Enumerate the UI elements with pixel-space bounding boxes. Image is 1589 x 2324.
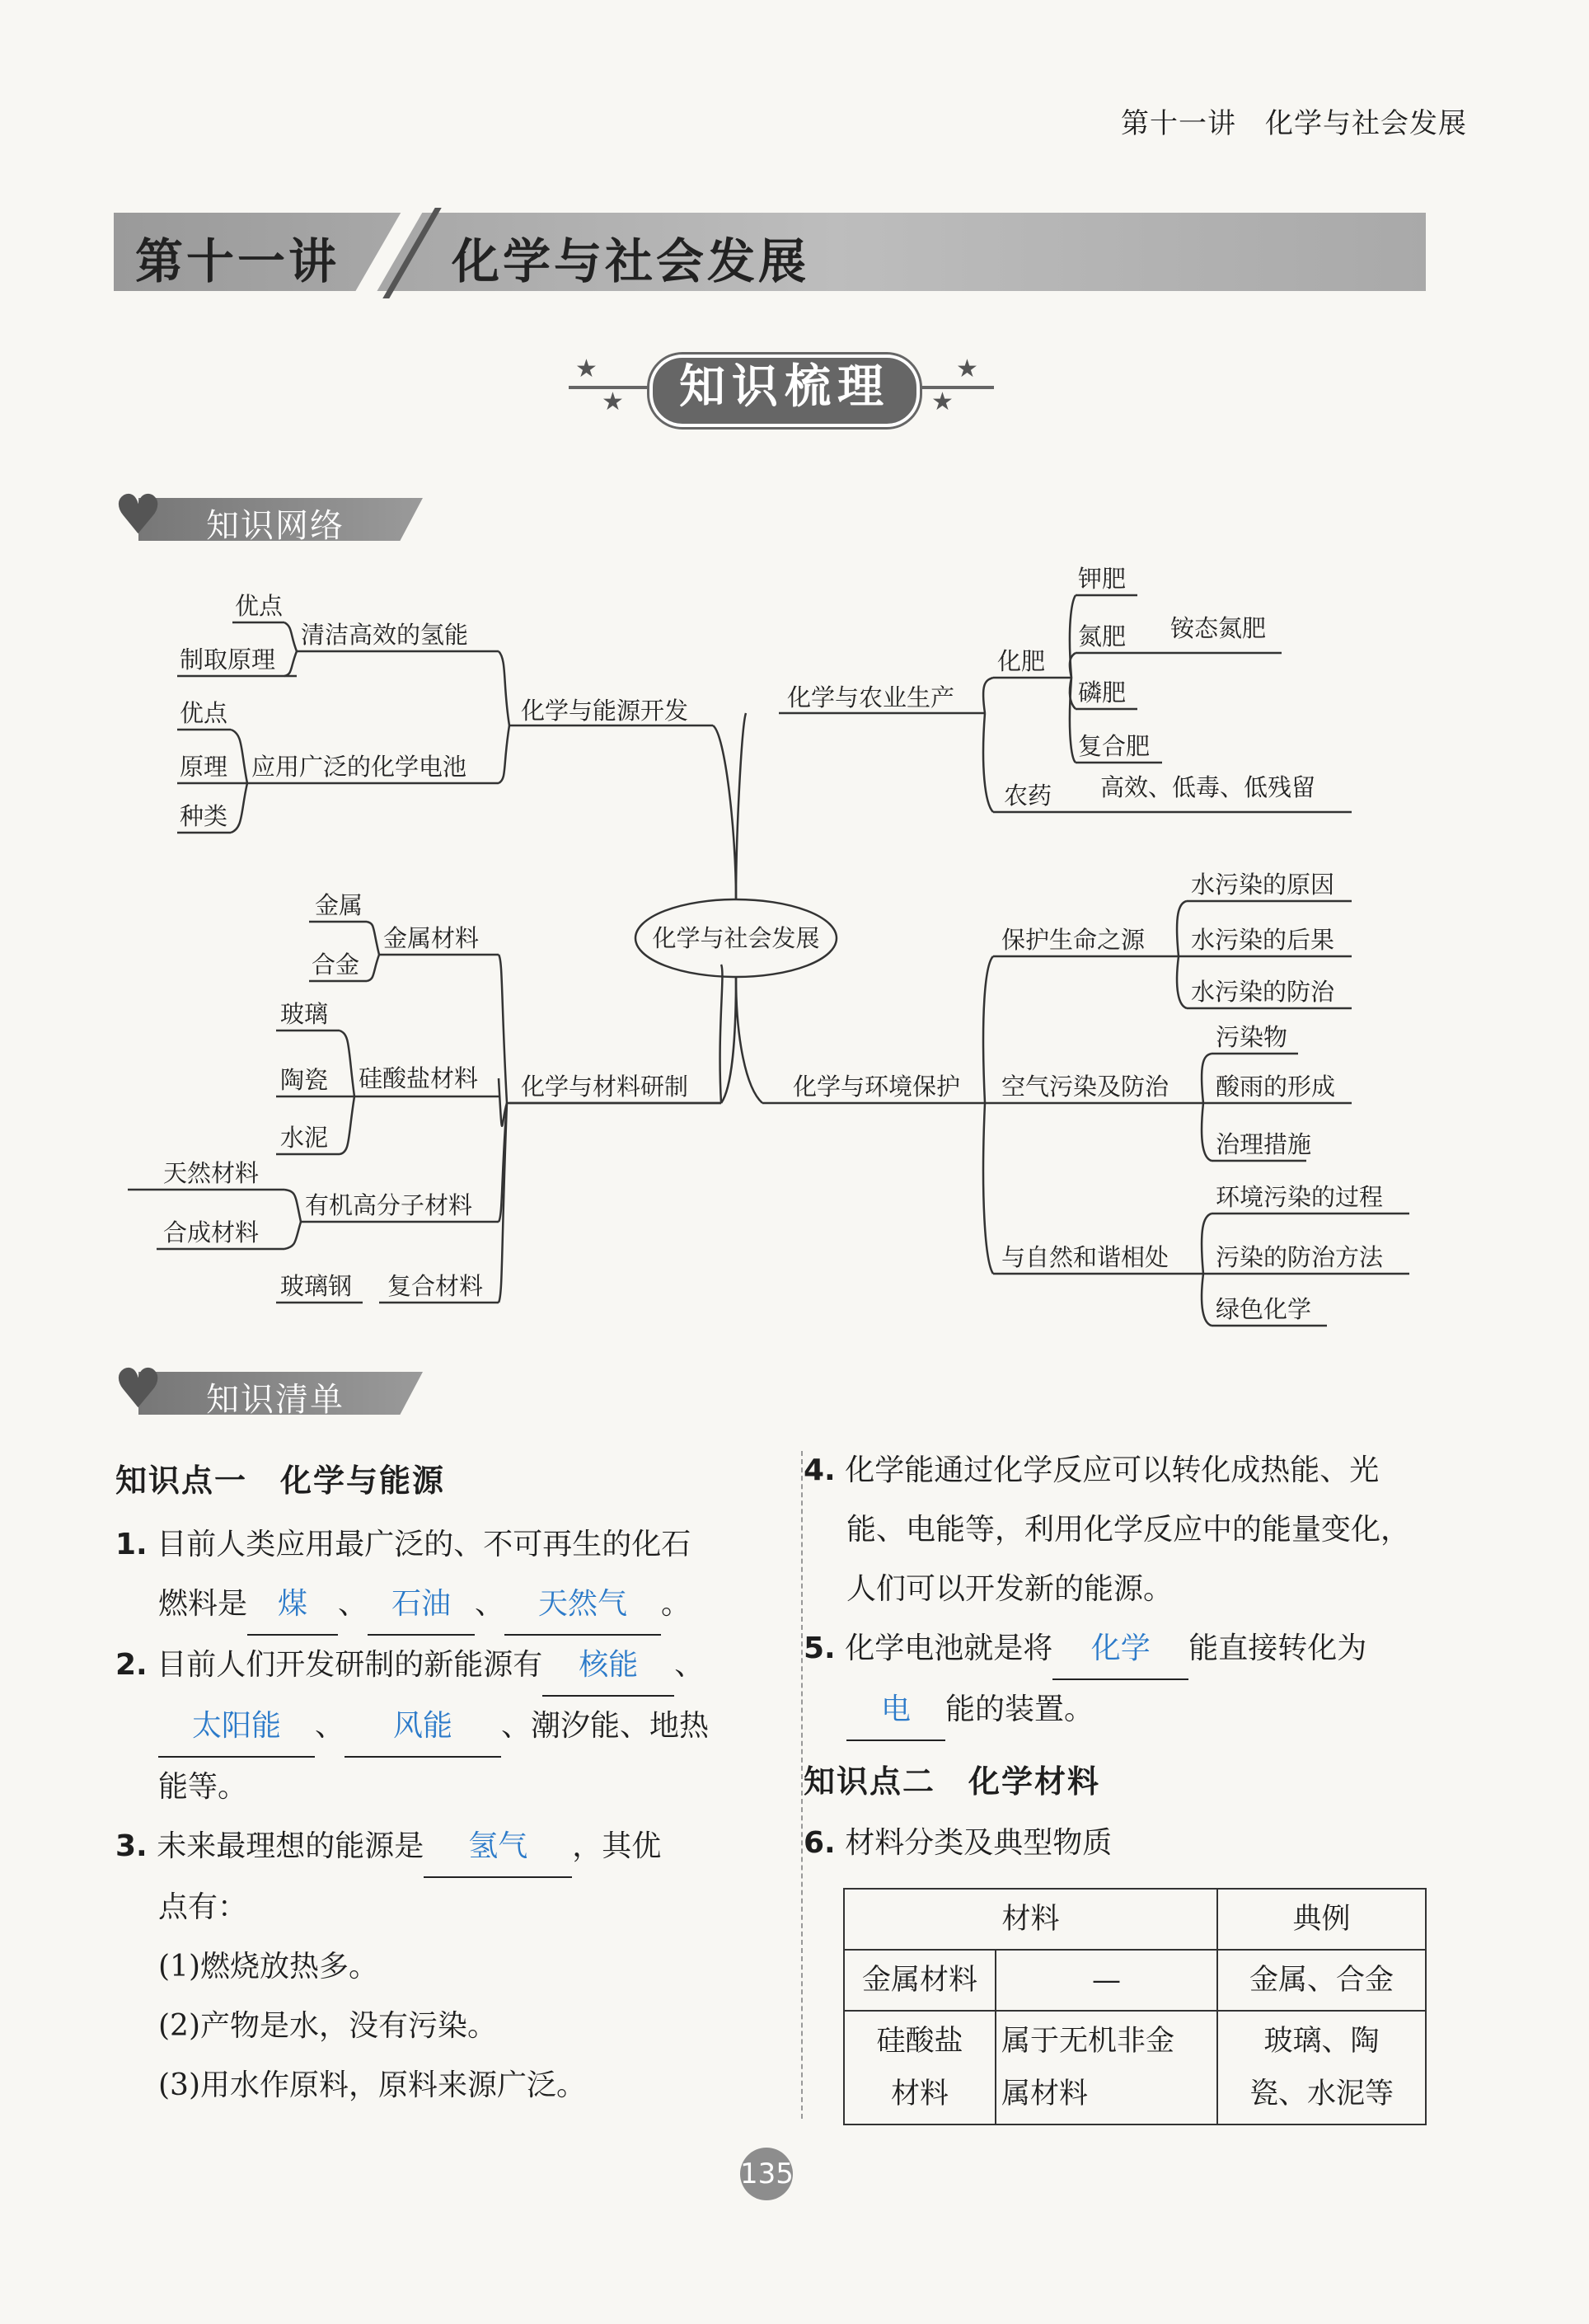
kp-right-column [804,1441,1430,1741]
separator: 、 [475,1587,505,1621]
node-phosphate: 磷肥 [1078,678,1127,707]
lecture-number: 第十一讲 [135,233,340,289]
node-potash: 钾肥 [1078,565,1127,593]
node-pollutants: 污染物 [1216,1023,1288,1051]
q1-text2: 燃料是 [158,1587,248,1621]
q6-number: 6. [804,1826,836,1860]
node-battery-advantage: 优点 [180,699,228,727]
branch-agriculture: 化学与农业生产 [787,683,955,711]
node-water-prevention: 水污染的防治 [1191,978,1335,1006]
node-pesticide: 农药 [1004,782,1052,810]
node-compound: 复合肥 [1078,732,1151,760]
q3-point-2: (2)产物是水，没有污染。 [158,2009,497,2043]
separator: 、 [338,1587,368,1621]
q5-number: 5. [804,1631,836,1665]
star-icon: ★ [931,387,954,416]
q5-answer-1: 化学 [1052,1619,1188,1680]
node-cement: 水泥 [280,1124,329,1152]
node-ceramic: 陶瓷 [280,1066,329,1094]
q3-text: 未来最理想的能源是 [157,1829,424,1863]
node-battery: 应用广泛的化学电池 [251,753,467,781]
q3-answer: 氢气 [424,1817,572,1878]
node-natural: 天然材料 [163,1159,260,1187]
heart-icon: ♥ [114,1357,163,1420]
node-nature: 与自然和谐相处 [1001,1243,1169,1271]
node-synthetic: 合成材料 [163,1218,260,1247]
q2-text: 目前人们开发研制的新能源有 [157,1648,543,1682]
page-number: 135 [740,2148,793,2200]
node-fertilizer: 化肥 [997,647,1046,675]
kp2-title: 知识点二 化学材料 [804,1763,1101,1800]
node-nitrogen: 氮肥 [1078,622,1127,650]
node-metal: 金属材料 [383,924,480,952]
node-water: 保护生命之源 [1001,926,1146,954]
node-polymer: 有机高分子材料 [305,1191,473,1219]
materials-table [843,1888,1427,2125]
node-pesticide-desc: 高效、低毒、低残留 [1100,773,1316,801]
node-battery-principle: 原理 [180,753,228,781]
node-air: 空气污染及防治 [1001,1073,1169,1101]
q4-number: 4. [804,1453,836,1487]
node-hydrogen: 清洁高效的氢能 [301,621,469,649]
q4-line-3: 人们可以开发新的能源。 [846,1572,1174,1606]
cell-silicate [844,2011,996,2124]
node-green-chem: 绿色化学 [1216,1295,1312,1323]
lecture-topic: 化学与社会发展 [452,233,810,289]
q2-end: 能等。 [158,1770,248,1804]
cell-text: 材料 [890,2078,949,2110]
q3-text2: ，其优 [572,1829,662,1863]
node-silicate: 硅酸盐材料 [359,1064,479,1092]
node-metals: 金属 [315,891,363,919]
q2-answer-3: 风能 [345,1697,501,1758]
node-ammonium: 铵态氮肥 [1170,614,1267,642]
q5-answer-2: 电 [846,1680,945,1741]
q6 [804,1814,1112,1873]
q2-answer-1: 核能 [542,1636,674,1697]
node-water-cause: 水污染的原因 [1191,871,1335,899]
node-composite: 复合材料 [387,1272,484,1300]
node-hydrogen-production: 制取原理 [180,646,276,674]
node-acid-rain: 酸雨的形成 [1216,1073,1336,1101]
heart-icon: ♥ [114,483,163,547]
node-pollution-methods: 污染的防治方法 [1216,1243,1384,1271]
separator: 、 [674,1648,705,1682]
node-battery-types: 种类 [180,802,228,830]
separator: 、 [315,1709,345,1743]
q4-line-1: 化学能通过化学反应可以转化成热能、光 [845,1453,1380,1487]
q2-number: 2. [115,1648,148,1682]
q3-text3: 点有： [158,1890,248,1924]
q6-text: 材料分类及典型物质 [845,1826,1113,1860]
section-label: 知识网络 [206,507,345,545]
node-water-effect: 水污染的后果 [1191,926,1335,954]
cell-text: 属于无机非金 [1001,2025,1175,2058]
q2-rest: 、潮汐能、地热 [501,1709,710,1743]
star-icon: ★ [602,387,624,416]
badge-text: 知识梳理 [679,360,890,414]
cell-silicate-example [1217,2011,1426,2124]
branch-energy: 化学与能源开发 [521,697,689,725]
section-header-list [114,1357,423,1420]
kp1-title: 知识点一 化学与能源 [115,1462,446,1499]
q1-number: 1. [115,1528,148,1561]
header-example: 典例 [1217,1889,1426,1950]
branch-materials: 化学与材料研制 [521,1073,689,1101]
mindmap-center: 化学与社会发展 [652,924,820,952]
table-row [844,1889,1426,1950]
q3-number: 3. [115,1829,148,1863]
header-material: 材料 [844,1889,1217,1950]
cell-dash: — [996,1950,1217,2011]
node-alloy: 合金 [312,951,360,979]
cell-text: 瓷、水泥等 [1249,2078,1394,2110]
q3-point-1: (1)燃烧放热多。 [158,1950,378,1984]
q2-answer-2: 太阳能 [158,1697,315,1758]
q5-text-2: 能直接转化为 [1188,1631,1367,1665]
cell-text: 玻璃、陶 [1263,2025,1380,2058]
q3-point-3: (3)用水作原料，原料来源广泛。 [158,2068,586,2102]
q1-text: 目前人类应用最广泛的、不可再生的化石 [157,1528,691,1561]
q1-answer-1: 煤 [247,1575,338,1636]
kp1-questions [115,1515,742,2115]
node-glass: 玻璃 [280,1000,329,1028]
running-head: 第十一讲 化学与社会发展 [1121,107,1467,140]
q5-text-3: 能的装置。 [945,1693,1094,1726]
branch-environment: 化学与环境保护 [793,1073,961,1101]
q5-text-1: 化学电池就是将 [845,1631,1053,1665]
star-icon: ★ [575,354,598,383]
node-hydrogen-advantage: 优点 [235,592,284,620]
cell-metal: 金属材料 [844,1950,996,2011]
cell-text: 硅酸盐 [876,2025,963,2058]
q1-answer-2: 石油 [368,1575,475,1636]
node-fiberglass: 玻璃钢 [280,1272,353,1300]
node-pollution-process: 环境污染的过程 [1216,1183,1384,1211]
q4-line-2: 能、电能等，利用化学反应中的能量变化， [846,1513,1411,1547]
star-icon: ★ [956,354,978,383]
cell-silicate-desc [996,2011,1217,2124]
table-row [844,2011,1426,2124]
cell-metal-example: 金属、合金 [1217,1950,1426,2011]
section-label: 知识清单 [206,1381,345,1419]
table-row [844,1950,1426,2011]
q1-answer-3: 天然气 [504,1575,661,1636]
period: 。 [661,1587,691,1621]
node-measures: 治理措施 [1216,1130,1312,1158]
cell-text: 属材料 [1001,2078,1089,2110]
